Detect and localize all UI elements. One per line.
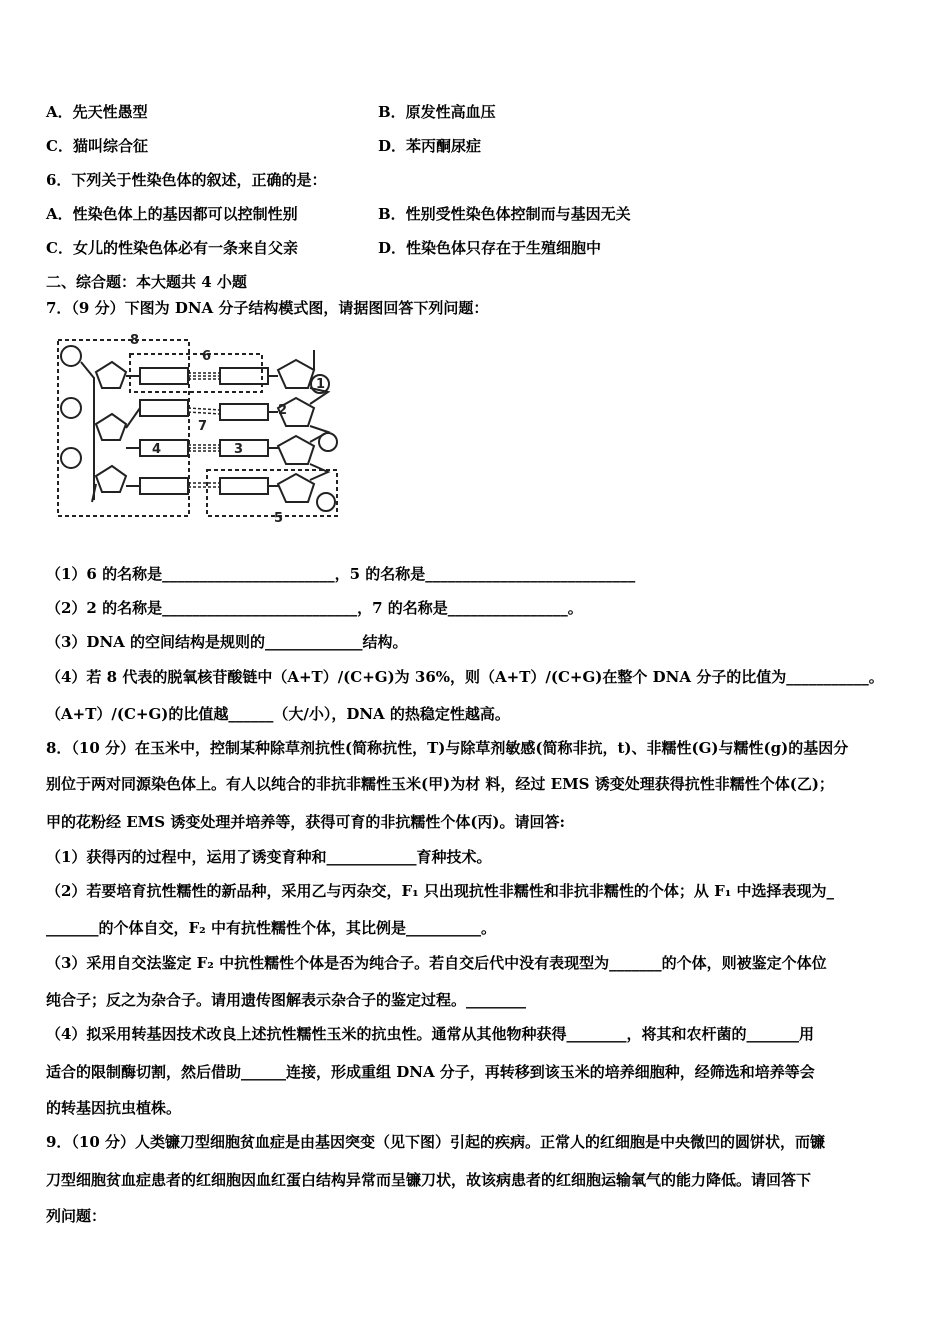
dna-structure-figure bbox=[52, 332, 352, 522]
option-b: B．原发性高血压 bbox=[378, 103, 496, 121]
label-7: 7 bbox=[198, 419, 208, 434]
question-8-line-1: 8．（10 分）在玉米中，控制某种除草剂抗性(简称抗性，T)与除草剂敏感(简称非抗，t)、非糯性(G)与糯性(g)的基因分 bbox=[46, 739, 849, 757]
q7-part-2: （2）2 的名称是__________________________，7 的名称是________________。 bbox=[46, 599, 583, 617]
label-4: 4 bbox=[152, 442, 162, 457]
label-6: 6 bbox=[202, 349, 212, 364]
option-c: C．猫叫综合征 bbox=[46, 137, 148, 155]
q8-part-2-line-1: （2）若要培育抗性糯性的新品种，采用乙与丙杂交，F₁ 只出现抗性非糯性和非抗非糯性的个体；从 F₁ 中选择表现为_ bbox=[46, 882, 835, 900]
question-9-line-2: 刀型细胞贫血症患者的红细胞因血红蛋白结构异常而呈镰刀状，故该病患者的红细胞运输氧气的能力降低。请回答下 bbox=[46, 1171, 812, 1189]
q6-option-d: D．性染色体只存在于生殖细胞中 bbox=[378, 239, 602, 257]
question-9-line-1: 9．（10 分）人类镰刀型细胞贫血症是由基因突变（见下图）引起的疾病。正常人的红细胞是中央微凹的圆饼状，而镰 bbox=[46, 1133, 826, 1151]
q8-part-4-line-2: 适合的限制酶切割，然后借助______连接，形成重组 DNA 分子，再转移到该玉米的培养细胞种，经筛选和培养等会 bbox=[46, 1063, 815, 1081]
label-2: 2 bbox=[278, 403, 288, 418]
question-7-stem: 7．（9 分）下图为 DNA 分子结构模式图，请据图回答下列问题： bbox=[46, 299, 489, 317]
q8-part-3-line-1: （3）采用自交法鉴定 F₂ 中抗性糯性个体是否为纯合子。若自交后代中没有表现型为_______的个体，则被鉴定个体位 bbox=[46, 954, 827, 972]
q8-part-4-line-3: 的转基因抗虫植株。 bbox=[46, 1099, 182, 1117]
question-8-line-3: 甲的花粉经 EMS 诱变处理并培养等，获得可育的非抗糯性个体(丙)。请回答: bbox=[46, 813, 566, 831]
q8-part-1: （1）获得丙的过程中，运用了诱变育种和____________育种技术。 bbox=[46, 848, 492, 866]
q6-option-a: A．性染色体上的基因都可以控制性别 bbox=[46, 205, 298, 223]
label-1: 1 bbox=[316, 377, 326, 392]
label-8: 8 bbox=[130, 333, 140, 348]
q8-part-3-line-2: 纯合子；反之为杂合子。请用遗传图解表示杂合子的鉴定过程。________ bbox=[46, 991, 527, 1009]
question-9-line-3: 列问题： bbox=[46, 1207, 107, 1225]
q7-part-4: （4）若 8 代表的脱氧核苷酸链中（A+T）/(C+G)为 36%，则（A+T）/(C+G)在整个 DNA 分子的比值为___________。 bbox=[46, 668, 884, 686]
question-8-line-2: 别位于两对同源染色体上。有人以纯合的非抗非糯性玉米(甲)为材 料，经过 EMS 诱变处理获得抗性非糯性个体(乙)； bbox=[46, 775, 834, 793]
question-6-stem: 6．下列关于性染色体的叙述，正确的是： bbox=[46, 171, 327, 189]
option-a: A．先天性愚型 bbox=[46, 103, 148, 121]
q6-option-b: B．性别受性染色体控制而与基因无关 bbox=[378, 205, 631, 223]
q7-part-4-cont: （A+T）/(C+G)的比值越______（大/小），DNA 的热稳定性越高。 bbox=[46, 705, 510, 723]
q8-part-4-line-1: （4）拟采用转基因技术改良上述抗性糯性玉米的抗虫性。通常从其他物种获得________，将其和农杆菌的_______用 bbox=[46, 1025, 814, 1043]
q7-part-3: （3）DNA 的空间结构是规则的_____________结构。 bbox=[46, 633, 408, 651]
q8-part-2-line-2: _______的个体自交，F₂ 中有抗性糯性个体，其比例是__________。 bbox=[46, 919, 496, 937]
option-d: D．苯丙酮尿症 bbox=[378, 137, 482, 155]
q7-part-1: （1）6 的名称是_______________________，5 的名称是____________________________ bbox=[46, 565, 636, 583]
q6-option-c: C．女儿的性染色体必有一条来自父亲 bbox=[46, 239, 298, 257]
label-5: 5 bbox=[274, 511, 284, 522]
label-3: 3 bbox=[234, 442, 244, 457]
section-heading: 二、综合题：本大题共 4 小题 bbox=[46, 273, 247, 291]
